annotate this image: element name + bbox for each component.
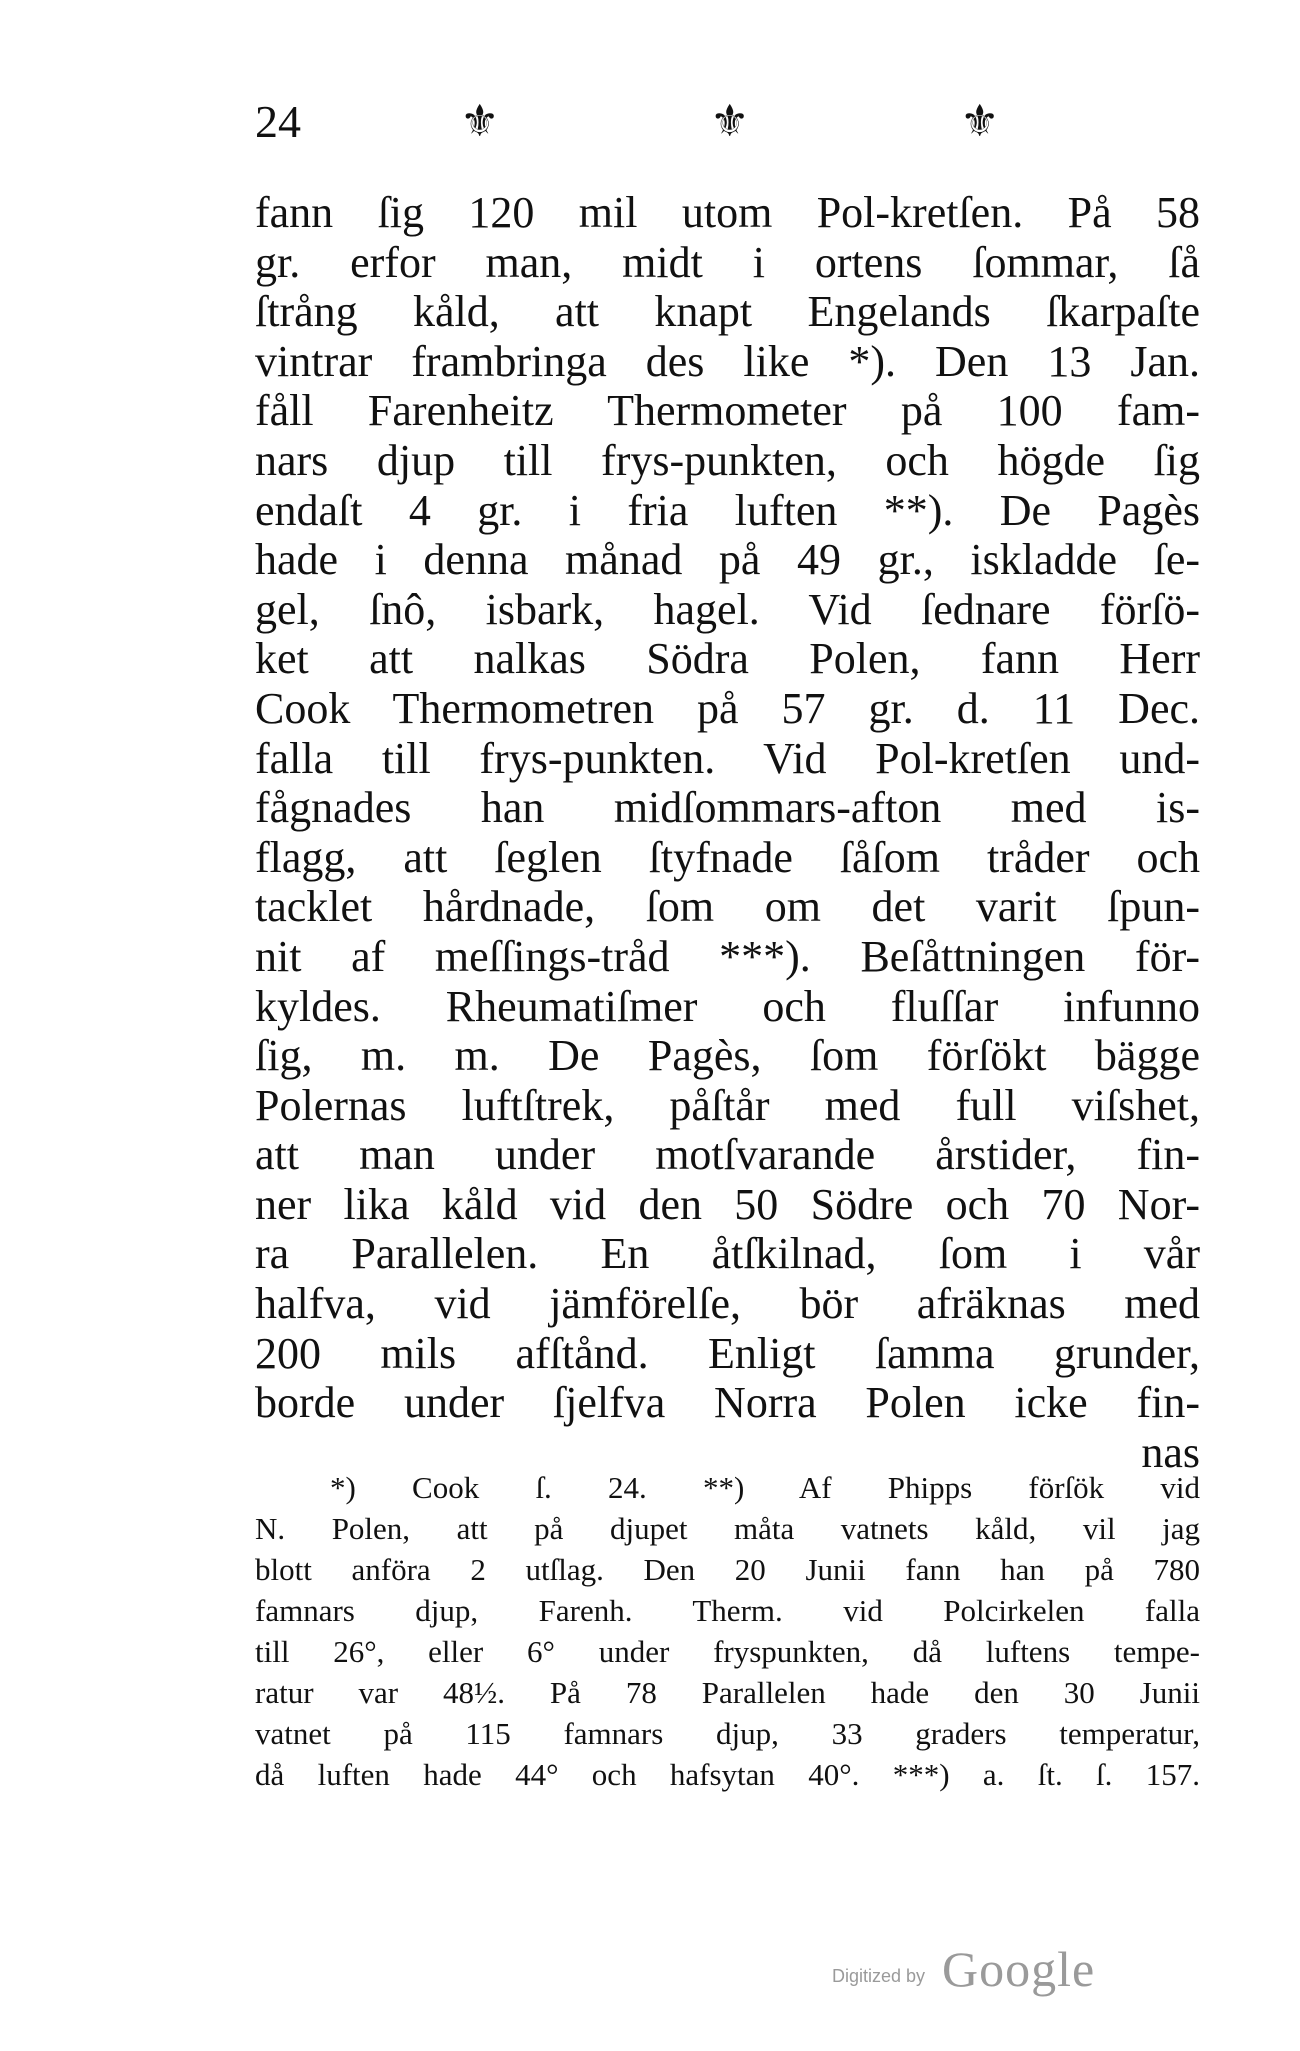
footnote-line: ratur var 48½. På 78 Parallelen hade den 30 Junii [255, 1675, 1200, 1710]
text-line: Cook Thermometren på 57 gr. d. 11 Dec. [255, 683, 1200, 733]
text-line: ket att nalkas Södra Polen, fann Herr [255, 634, 1200, 684]
text-line: fann ſig 120 mil utom Pol-kretſen. På 58 [255, 188, 1200, 237]
page-number: 24 [255, 96, 301, 147]
text-line: ner lika kåld vid den 50 Södre och 70 Nor- [255, 1179, 1200, 1229]
text-line: nars djup till frys-punkten, och högde ſig [255, 435, 1200, 485]
text-line: flagg, att ſeglen ſtyfnade ſåſom tråder och [255, 832, 1200, 882]
text-line: ſig, m. m. De Pagès, ſom förſökt bägge [255, 1031, 1200, 1081]
text-line: gr. erfor man, midt i ortens ſommar, ſå [255, 237, 1200, 287]
fleuron-icon: ⚜ [460, 97, 500, 146]
body-text [255, 188, 1200, 1477]
text-line: tacklet hårdnade, ſom om det varit ſpun- [255, 882, 1200, 932]
fleuron-icon: ⚜ [960, 97, 1000, 146]
text-line: 200 mils afſtånd. Enligt ſamma grunder, [255, 1328, 1200, 1378]
text-line: falla till frys-punkten. Vid Pol-kretſen und- [255, 733, 1200, 783]
text-line: endaſt 4 gr. i fria luften **). De Pagès [255, 485, 1200, 535]
catchword: nas [1141, 1427, 1200, 1477]
footnote-line: vatnet på 115 famnars djup, 33 graders temperatur, [255, 1716, 1200, 1751]
footnote-line: blott anföra 2 utſlag. Den 20 Junii fann han på 780 [255, 1552, 1200, 1587]
page-header [255, 92, 1235, 152]
text-line: fåll Farenheitz Thermometer på 100 fam- [255, 386, 1200, 436]
text-line: gel, ſnô, isbark, hagel. Vid ſednare förſö- [255, 584, 1200, 634]
text-line: borde under ſjelfva Norra Polen icke fin- [255, 1378, 1200, 1428]
text-line: hade i denna månad på 49 gr., iskladde ſe- [255, 535, 1200, 585]
footnote-line: famnars djup, Farenh. Therm. vid Polcirkelen falla [255, 1593, 1200, 1628]
text-line: halfva, vid jämförelſe, bör afräknas med [255, 1279, 1200, 1329]
text-line: vintrar frambringa des like *). Den 13 Jan. [255, 336, 1200, 386]
footnote-line: N. Polen, att på djupet måta vatnets kåld, vil jag [255, 1511, 1200, 1546]
text-line: ſtrång kåld, att knapt Engelands ſkarpaſte [255, 287, 1200, 337]
footnotes [255, 1467, 1200, 1795]
google-logo: Google [942, 1941, 1096, 1997]
text-line: Polernas luftſtrek, påſtår med full viſshet, [255, 1080, 1200, 1130]
footnote-line: *) Cook ſ. 24. **) Af Phipps förſök vid [330, 1470, 1200, 1505]
text-line: att man under motſvarande årstider, fin- [255, 1130, 1200, 1180]
text-line: ra Parallelen. En åtſkilnad, ſom i vår [255, 1229, 1200, 1279]
text-line: nit af meſſings-tråd ***). Beſåttningen för- [255, 931, 1200, 981]
watermark-prefix: Digitized by [832, 1966, 926, 1986]
fleuron-icon: ⚜ [710, 97, 750, 146]
text-line: fågnades han midſommars-afton med is- [255, 783, 1200, 833]
digitized-watermark [832, 1940, 1096, 2000]
footnote-line: då luften hade 44° och hafsytan 40°. ***) a. ſt. ſ. 157. [255, 1757, 1200, 1792]
footnote-line: till 26°, eller 6° under fryspunkten, då luftens tempe- [255, 1634, 1200, 1669]
text-line: kyldes. Rheumatiſmer och fluſſar infunno [255, 981, 1200, 1031]
